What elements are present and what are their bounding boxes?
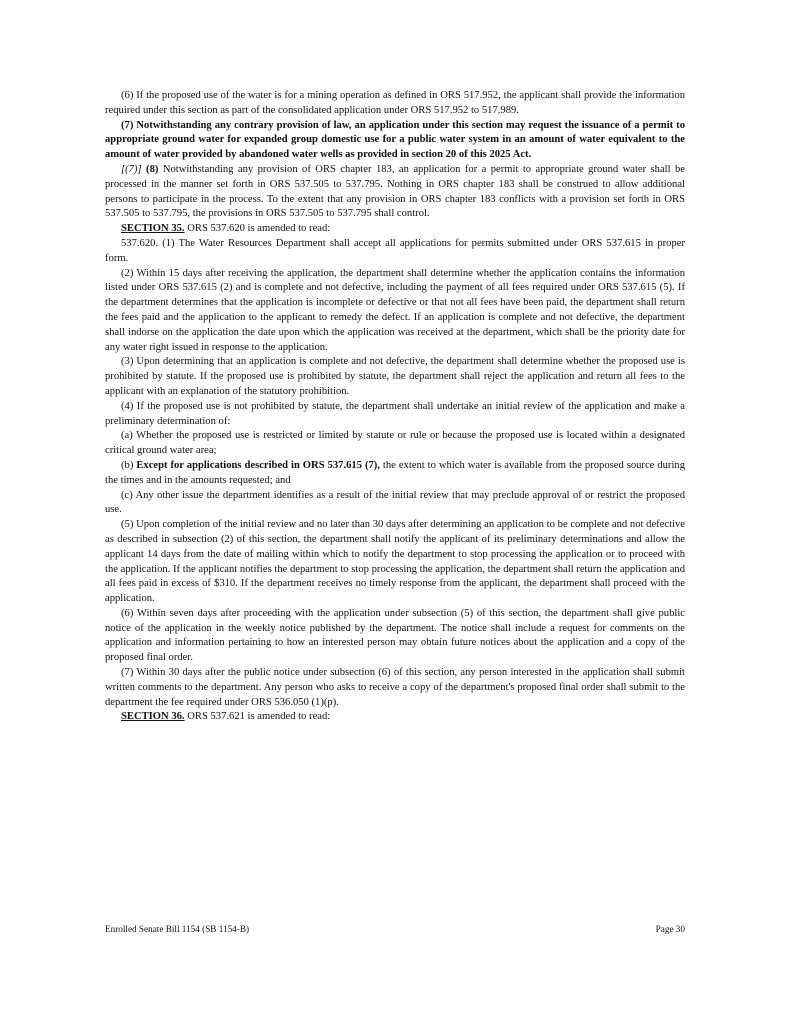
section-label: SECTION 35. bbox=[121, 223, 185, 235]
paragraph-4: (4) If the proposed use is not prohibited by statute, the department shall undertake an initial review of the application and make a preliminary determination of: bbox=[105, 400, 685, 427]
page-number: Page 30 bbox=[655, 924, 685, 934]
document-body bbox=[105, 89, 685, 725]
paragraph-6-notice: (6) Within seven days after proceeding with the application under subsection (5) of this section, the department shall give public notice of the application in the weekly notice published by the department. The notice shall include a request for comments on the application and information pertaining to how an interested person may obtain future notices about the application and a copy of the proposed final order. bbox=[105, 607, 685, 664]
paragraph-5: (5) Upon completion of the initial review and no later than 30 days after determining an application to be complete and not defective as described in subsection (2) of this section, the department shall notify the applicant of its preliminary determinations and allow the applicant 14 days from the date of mailing within which to notify the department to stop processing the application or to proceed with the application. If the applicant notifies the department to stop processing the application, the department shall return the application and all fees paid in excess of $310. If the department receives no timely response from the applicant, the department shall proceed with the application. bbox=[105, 519, 685, 605]
deleted-bracket: [(7)] bbox=[121, 163, 142, 175]
paragraph-3: (3) Upon determining that an application is complete and not defective, the department shall determine whether the proposed use is prohibited by statute. If the proposed use is prohibited by statute, the department shall reject the application and return all fees to the applicant with an explanation of the statutory prohibition. bbox=[105, 356, 685, 397]
bold-insert: Except for applications described in ORS 537.615 (7), bbox=[136, 459, 380, 471]
paragraph-text: Notwithstanding any provision of ORS chapter 183, an application for a permit to appropriate ground water shall be processed in the manner set forth in ORS 537.505 to 537.795. Nothing in ORS chapter 183 shall be construed to allow additional persons to participate in the process. To the extent that any provision in ORS chapter 183 conflicts with a provision set forth in ORS 537.505 to 537.795, the provisions in ORS 537.505 to 537.795 shall control. bbox=[105, 163, 685, 220]
section-label: SECTION 36. bbox=[121, 711, 185, 723]
item-prefix: (b) bbox=[121, 459, 137, 471]
paragraph-4b bbox=[105, 459, 685, 489]
page-footer bbox=[105, 924, 685, 934]
paragraph-2: (2) Within 15 days after receiving the application, the department shall determine whether the application contains the information listed under ORS 537.615 (2) and is complete and not defective, including the payment of all fees required under ORS 537.615 (5). If the department determines that the application is incomplete or defective or that not all fees have been paid, the department shall return the fees paid and the application to the applicant to remedy the defect. If an application is complete and not defective, the department shall indorse on the application the date upon which the application was received at the department, which shall be the priority date for any water right issued in response to the application. bbox=[105, 267, 685, 353]
section-36-heading bbox=[105, 710, 685, 725]
new-number: (8) bbox=[146, 163, 159, 175]
paragraph-4c: (c) Any other issue the department identifies as a result of the initial review that may preclude approval of or restrict the proposed use. bbox=[105, 489, 685, 516]
paragraph-8-chapter-183 bbox=[105, 163, 685, 222]
bill-name: Enrolled Senate Bill 1154 (SB 1154-B) bbox=[105, 924, 250, 934]
paragraph-7-new-bold: (7) Notwithstanding any contrary provision of law, an application under this section may request the issuance of a permit to appropriate ground water for expanded group domestic use for a public water system in an amount of water equivalent to the amount of water provided by abandoned water wells as provided in section 20 of this 2025 Act. bbox=[105, 119, 685, 161]
paragraph-7-comments: (7) Within 30 days after the public notice under subsection (6) of this section, any person interested in the application shall submit written comments to the department. Any person who asks to receive a copy of the department's proposed final order shall submit to the department the fee required under ORS 536.050 (1)(p). bbox=[105, 667, 685, 708]
paragraph-537-620-1: 537.620. (1) The Water Resources Department shall accept all applications for permits submitted under ORS 537.615 in proper form. bbox=[105, 237, 685, 264]
paragraph-4a: (a) Whether the proposed use is restricted or limited by statute or rule or because the proposed use is located within a designated critical ground water area; bbox=[105, 430, 685, 457]
section-35-heading bbox=[105, 222, 685, 237]
section-text: ORS 537.620 is amended to read: bbox=[184, 223, 331, 235]
paragraph-text: the extent to which water is available from the proposed source during the times and in the amounts requested; and bbox=[105, 459, 685, 486]
paragraph-6-mining: (6) If the proposed use of the water is for a mining operation as defined in ORS 517.952, the applicant shall provide the information required under this section as part of the consolidated application under ORS 517.952 to 517.989. bbox=[105, 90, 685, 116]
section-text: ORS 537.621 is amended to read: bbox=[184, 711, 331, 723]
